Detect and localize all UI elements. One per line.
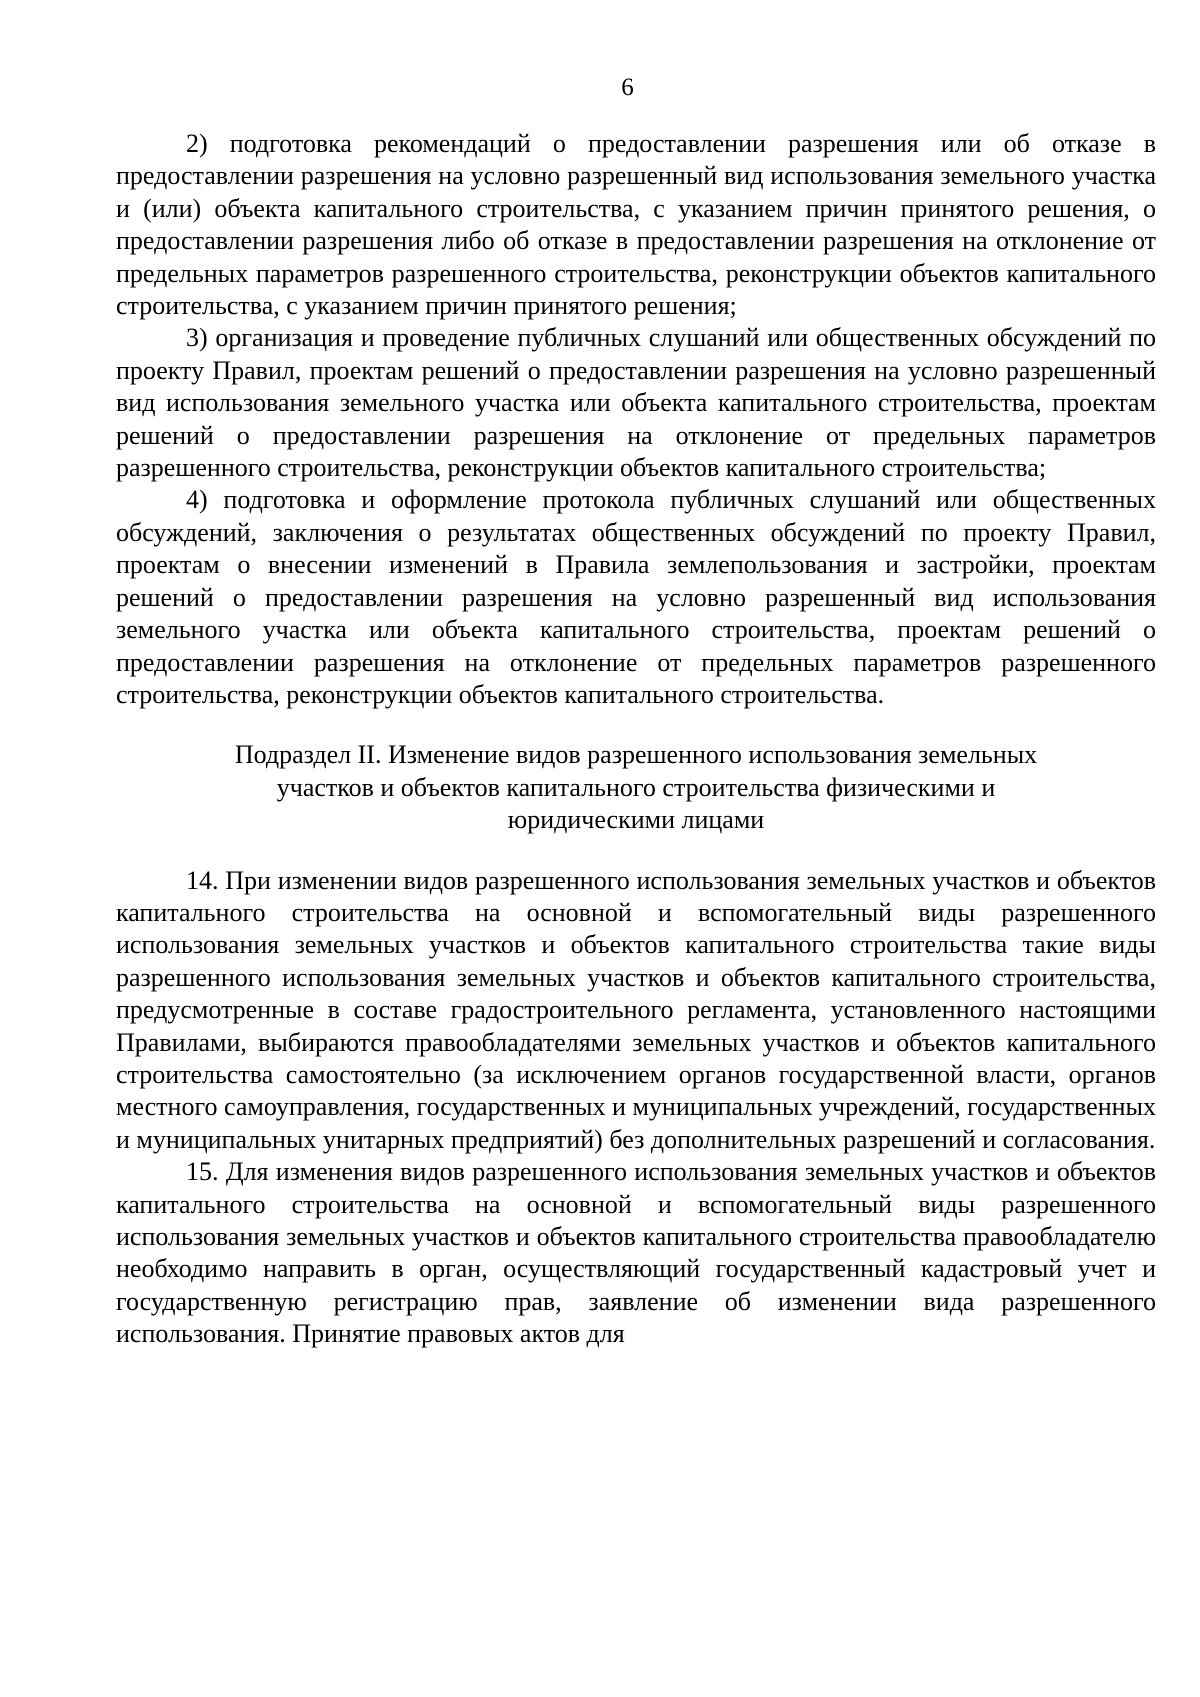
subsection-heading xyxy=(176,739,1096,836)
document-body xyxy=(116,128,1156,1351)
list-item-4: 4) подготовка и оформление протокола публичных слушаний или общественных обсуждений, заключения о результатах общественных обсуждений по проекту Правил, проектам о внесении изменений в Правила землепользования и застройки, проектам решений о предоставлении разрешения на условно разрешенный вид использования земельного участка или объекта капитального строительства, проектам решений о предоставлении разрешения на отклонение от предельных параметров разрешенного строительства, реконструкции объектов капитального строительства. xyxy=(116,485,1156,709)
subsection-heading-line-3: юридическими лицами xyxy=(507,805,765,835)
paragraph-15: 15. Для изменения видов разрешенного использования земельных участков и объектов капитального строительства на основной и вспомогательный виды разрешенного использования земельных участков и объектов капитального строительства правообладателю необходимо направить в орган, осуществляющий государственный кадастровый учет и государственную регистрацию прав, заявление об изменении вида разрешенного использования. Принятие правовых актов для xyxy=(116,1157,1156,1349)
subsection-heading-line-1: Подраздел II. Изменение видов разрешенного использования земельных xyxy=(234,740,1038,770)
list-item-2: 2) подготовка рекомендаций о предоставлении разрешения или об отказе в предоставлении разрешения на условно разрешенный вид использования земельного участка и (или) объекта капитального строительства, с указанием причин принятого решения, о предоставлении разрешения либо об отказе в предоставлении разрешения на отклонение от предельных параметров разрешенного строительства, реконструкции объектов капитального строительства, с указанием причин принятого решения; xyxy=(116,129,1156,321)
page-number: 6 xyxy=(621,74,634,101)
subsection-heading-line-2: участков и объектов капитального строительства физическими и xyxy=(276,772,996,802)
list-item-3: 3) организация и проведение публичных слушаний или общественных обсуждений по проекту Правил, проектам решений о предоставлении разрешения на условно разрешенный вид использования земельного участка или объекта капитального строительства, проектам решений о предоставлении разрешения на отклонение от предельных параметров разрешенного строительства, реконструкции объектов капитального строительства; xyxy=(116,323,1156,483)
paragraph-14: 14. При изменении видов разрешенного использования земельных участков и объектов капитального строительства на основной и вспомогательный виды разрешенного использования земельных участков и объектов капитального строительства такие виды разрешенного использования земельных участков и объектов капитального строительства, предусмотренные в составе градостроительного регламента, установленного настоящими Правилами, выбираются правообладателями земельных участков и объектов капитального строительства самостоятельно (за исключением органов государственной власти, органов местного самоуправления, государственных и муниципальных учреждений, государственных и муниципальных унитарных предприятий) без дополнительных разрешений и согласования. xyxy=(116,865,1156,1154)
